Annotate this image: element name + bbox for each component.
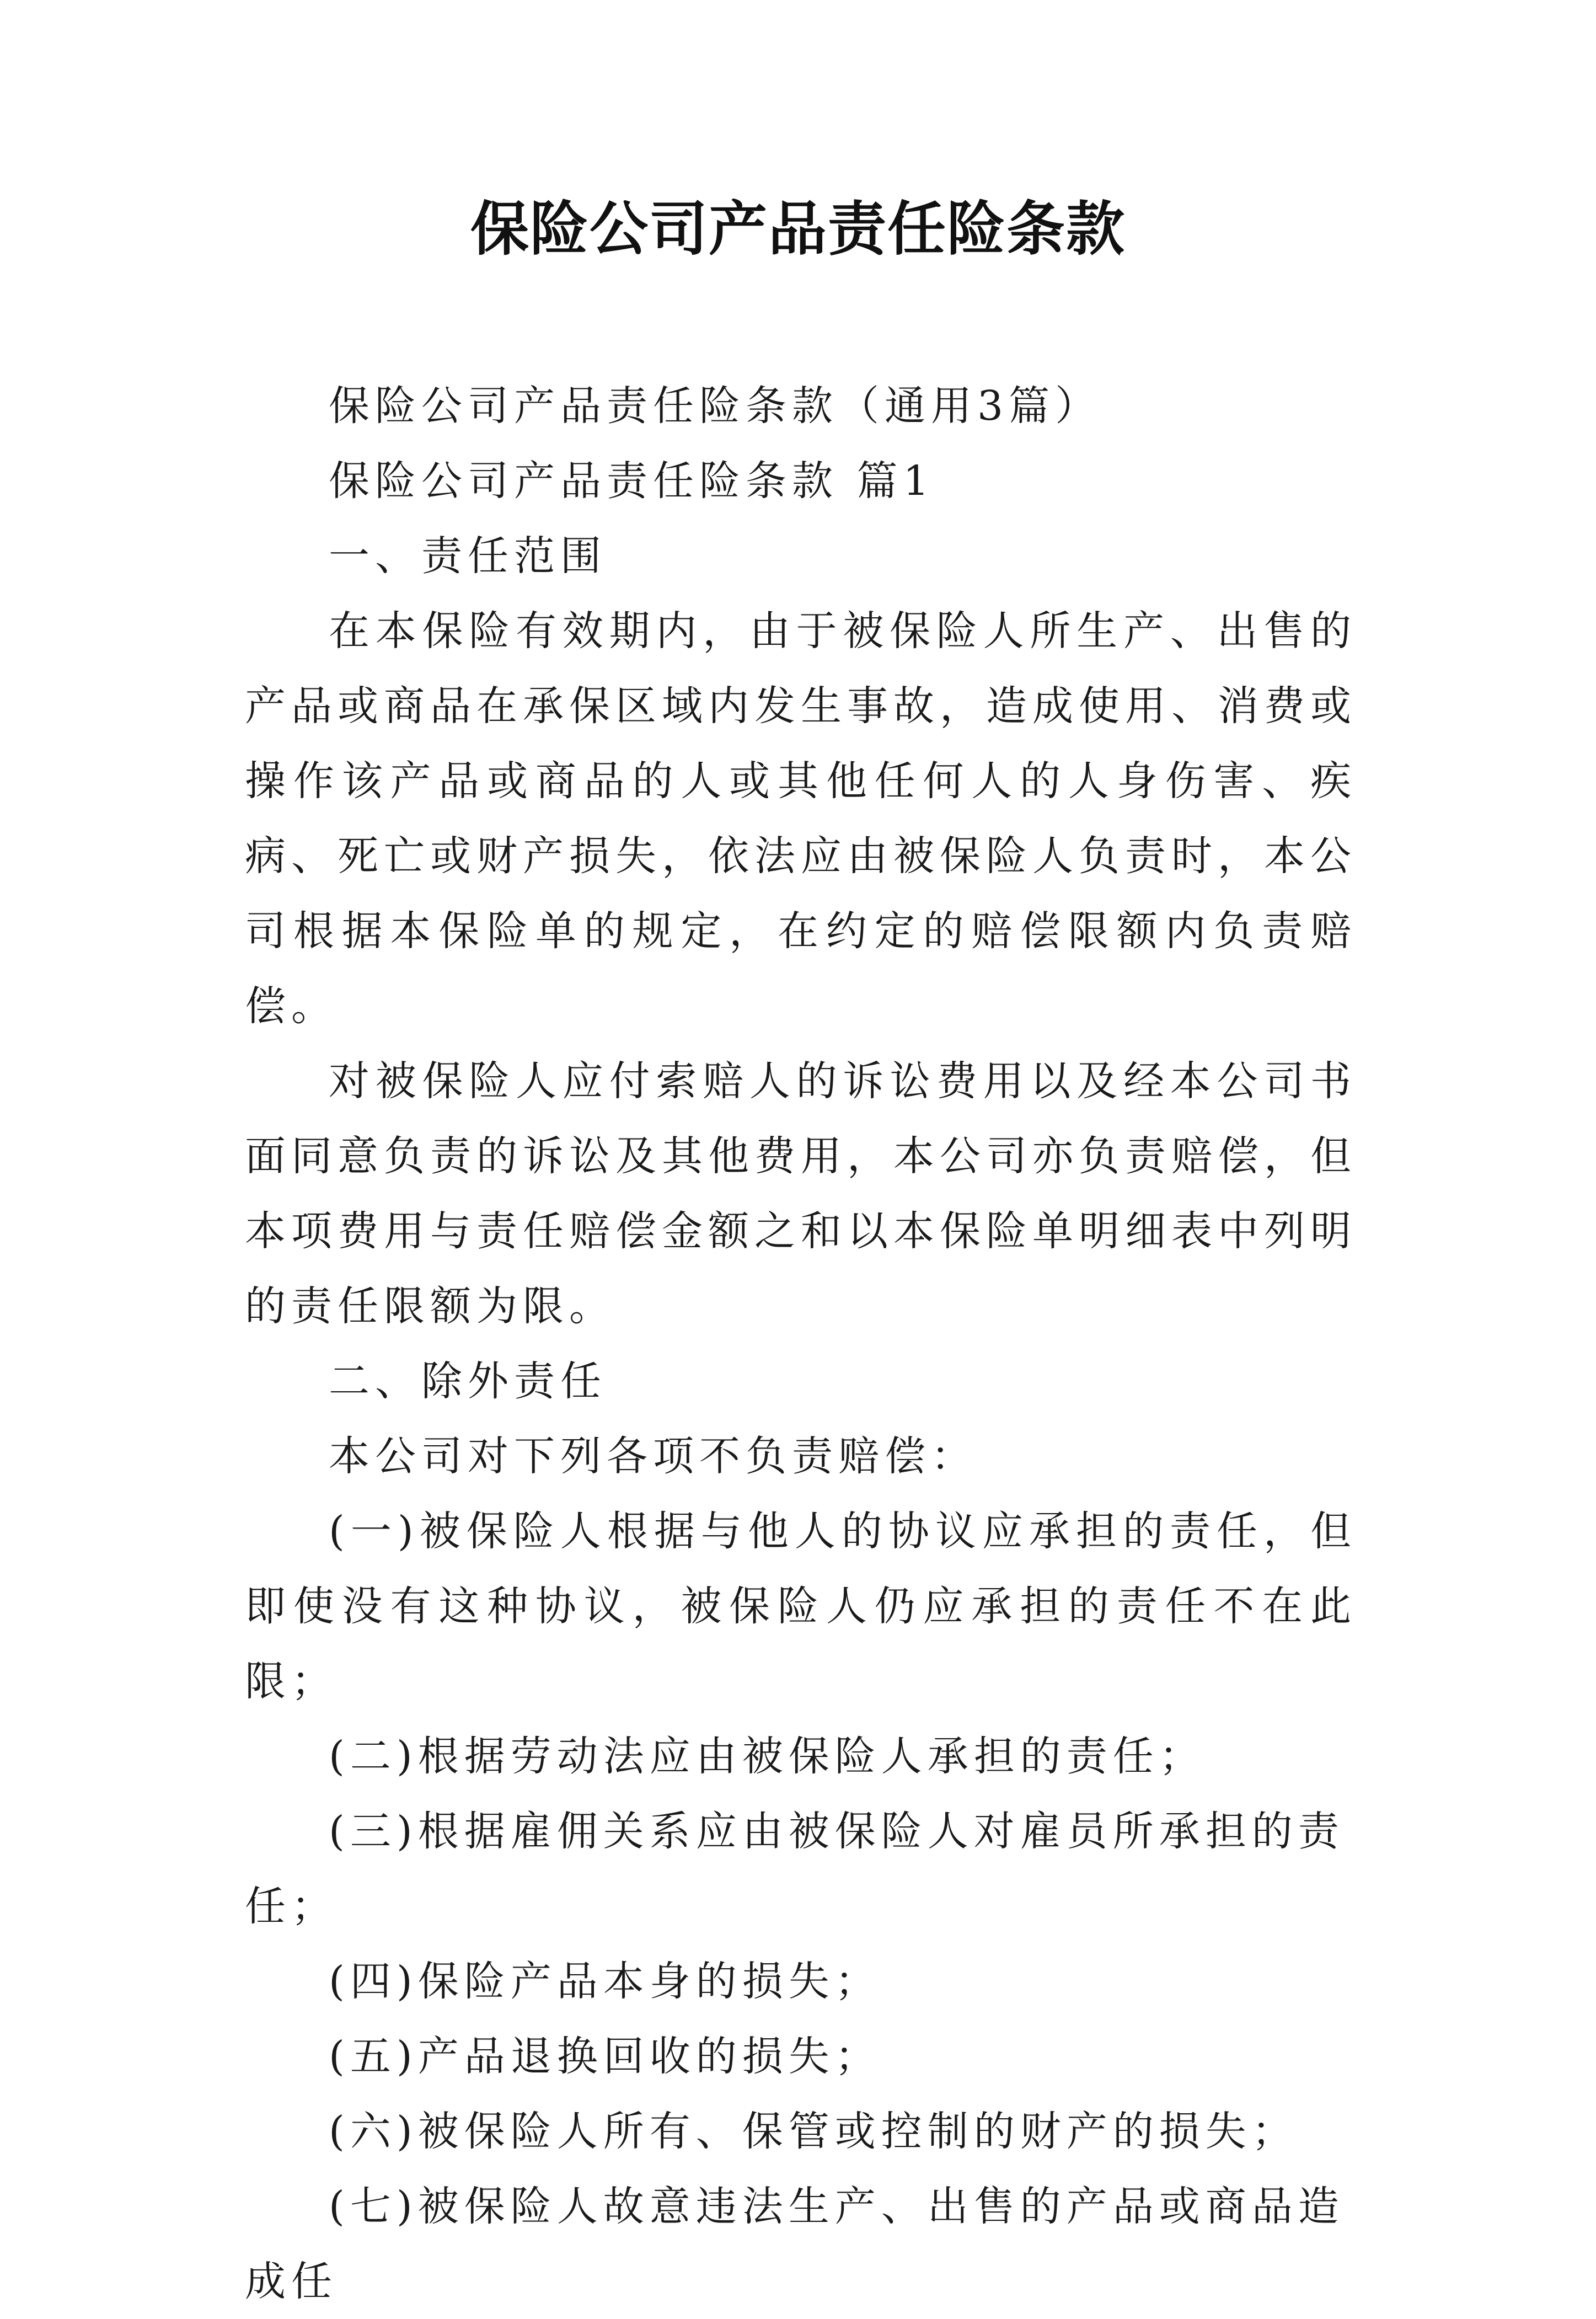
paragraph: (二)根据劳动法应由被保险人承担的责任； [329, 1733, 1206, 1780]
paragraph: 本公司对下列各项不负责赔偿： [329, 1433, 977, 1480]
paragraph: (六)被保险人所有、保管或控制的财产的损失； [329, 2108, 1298, 2155]
paragraph: (一)被保险人根据与他人的协议应承担的责任，但即使没有这种协议，被保险人仍应承担的责任不在此限； [245, 1508, 1357, 1705]
paragraph: (四)保险产品本身的损失； [329, 1958, 881, 2005]
paragraph: 在本保险有效期内，由于被保险人所生产、出售的产品或商品在承保区域内发生事故，造成使用、消费或操作该产品或商品的人或其他任何人的人身伤害、疾病、死亡或财产损失，依法应由被保险人负责时，本公司根据本保险单的规定，在约定的赔偿限额内负责赔偿。 [245, 607, 1357, 1030]
paragraph: (三)根据雇佣关系应由被保险人对雇员所承担的责任； [245, 1808, 1345, 1930]
paragraph: 二、除外责任 [329, 1358, 607, 1405]
paragraph: 一、责任范围 [329, 532, 607, 580]
paragraph: 对被保险人应付索赔人的诉讼费用以及经本公司书面同意负责的诉讼及其他费用，本公司亦负责赔偿，但本项费用与责任赔偿金额之和以本保险单明细表中列明的责任限额为限。 [245, 1057, 1357, 1330]
page-title: 保险公司产品责任险条款 [470, 194, 1126, 263]
paragraph: (七)被保险人故意违法生产、出售的产品或商品造成任 [245, 2183, 1345, 2305]
document-body [245, 368, 1357, 2319]
paragraph: (五)产品退换回收的损失； [329, 2033, 881, 2080]
paragraph: 保险公司产品责任险条款 篇1 [329, 457, 935, 505]
paragraph: 保险公司产品责任险条款（通用3篇） [329, 382, 1102, 430]
